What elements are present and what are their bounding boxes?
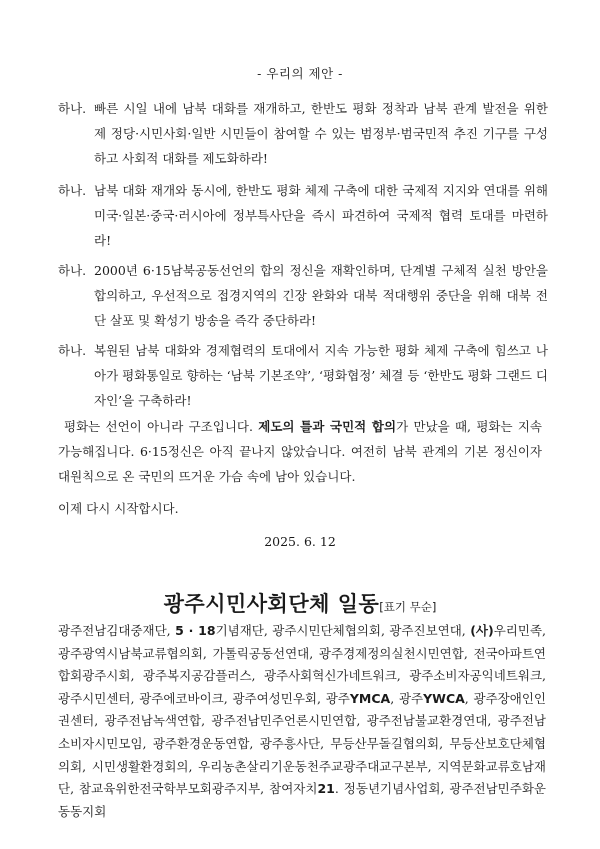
document-date: 2025. 6. 12 <box>264 534 336 549</box>
closing-text-1: 평화는 선언이 아니라 구조입니다. <box>64 419 259 434</box>
org-text: 기념재단, 광주시민단체협의회, 광주진보연대, <box>215 623 471 638</box>
proposal-lead: 하나. <box>58 183 87 198</box>
closing-emphasis: 제도의 틀과 국민적 합의 <box>258 419 397 434</box>
signatory-title <box>0 588 600 618</box>
org-text-bold: 5 · 18 <box>175 623 216 638</box>
org-text: 광주전남김대중재단, <box>58 623 176 638</box>
org-text-bold: (사) <box>470 623 494 638</box>
org-text-bold: YMCA <box>349 690 391 706</box>
org-text: , 광주 <box>390 690 424 706</box>
proposal-lead: 하나. <box>58 101 87 116</box>
org-text: 우리민족, 광주광역시남북교류협의회, 가톨릭공동선연대, 광주경제정의실천시민연합, 전국아파트연합회광주시회, 광주복지공감플러스, 광주사회혁신가네트워크, 광주소비자공익네트워크, 광주시민센터, 광주에코바이크, 광주여성민우회, 광주 <box>58 623 547 706</box>
proposal-item <box>58 258 548 333</box>
org-text-bold: YWCA <box>423 690 465 706</box>
section-heading: - 우리의 제안 - <box>257 66 343 81</box>
proposal-text: 2000년 6·15남북공동선언의 합의 정신을 재확인하며, 단계별 구체적 실천 방안을 합의하고, 우선적으로 접경지역의 긴장 완화와 대북 적대행위 중단을 위해 대북 전단 살포 및 확성기 방송을 즉각 중단하라! <box>94 263 548 328</box>
proposal-lead: 하나. <box>58 263 87 278</box>
proposal-lead: 하나. <box>58 343 87 358</box>
proposal-text: 빠른 시일 내에 남북 대화를 재개하고, 한반도 평화 정착과 남북 관계 발전을 위한 제 정당·시민사회·일반 시민들이 참여할 수 있는 범정부·범국민적 추진 기구를 구성하고 사회적 대화를 제도화하라! <box>94 101 548 166</box>
signatory-title-text: 광주시민사회단체 일동 <box>163 592 380 616</box>
proposal-item <box>58 178 548 253</box>
signatory-list <box>58 620 546 823</box>
closing-text-2: 가 만났을 때, 평화는 지속 가능해집니다. 6·15정신은 아직 끝나지 않았습니다. 여전히 남북 관계의 기본 정신이자 대원칙으로 온 국민의 뜨거운 가슴 속에 남아 있습니다. <box>58 419 543 484</box>
restart-line: 이제 다시 시작합시다. <box>58 501 179 516</box>
signatory-title-note: [표기 무순] <box>379 600 437 614</box>
proposal-item <box>58 96 548 171</box>
proposal-text: 남북 대화 재개와 동시에, 한반도 평화 체제 구축에 대한 국제적 지지와 연대를 위해 미국·일본·중국·러시아에 정부특사단을 즉시 파견하여 국제적 협력 토대를 마련하라! <box>94 183 548 248</box>
org-text: , 광주장애인인권센터, 광주전남녹색연합, 광주전남민주언론시민연합, 광주전남불교환경연대, 광주전남소비자시민모임, 광주환경운동연합, 광주흥사단, 무등산무돌길협의회, 무등산보호단체협의회, 시민생활환경회의, 우리농촌살리기운동천주교광주대교구본부, 지역문화교류호남재단, 참교육위한전국학부모회광주지부, 참여자치 <box>58 690 546 797</box>
org-text-bold: 21 <box>317 781 335 797</box>
org-text: . 정동년기념사업회, 광주전남민주화운동동지회 <box>58 781 546 819</box>
closing-paragraph <box>58 414 542 489</box>
proposal-text: 복원된 남북 대화와 경제협력의 토대에서 지속 가능한 평화 체제 구축에 힘쓰고 나아가 평화통일로 향하는 ‘남북 기본조약’, ‘평화협정’ 체결 등 ‘한반도 평화 그랜드 디자인’을 구축하라! <box>94 343 548 408</box>
proposal-item <box>58 338 548 413</box>
